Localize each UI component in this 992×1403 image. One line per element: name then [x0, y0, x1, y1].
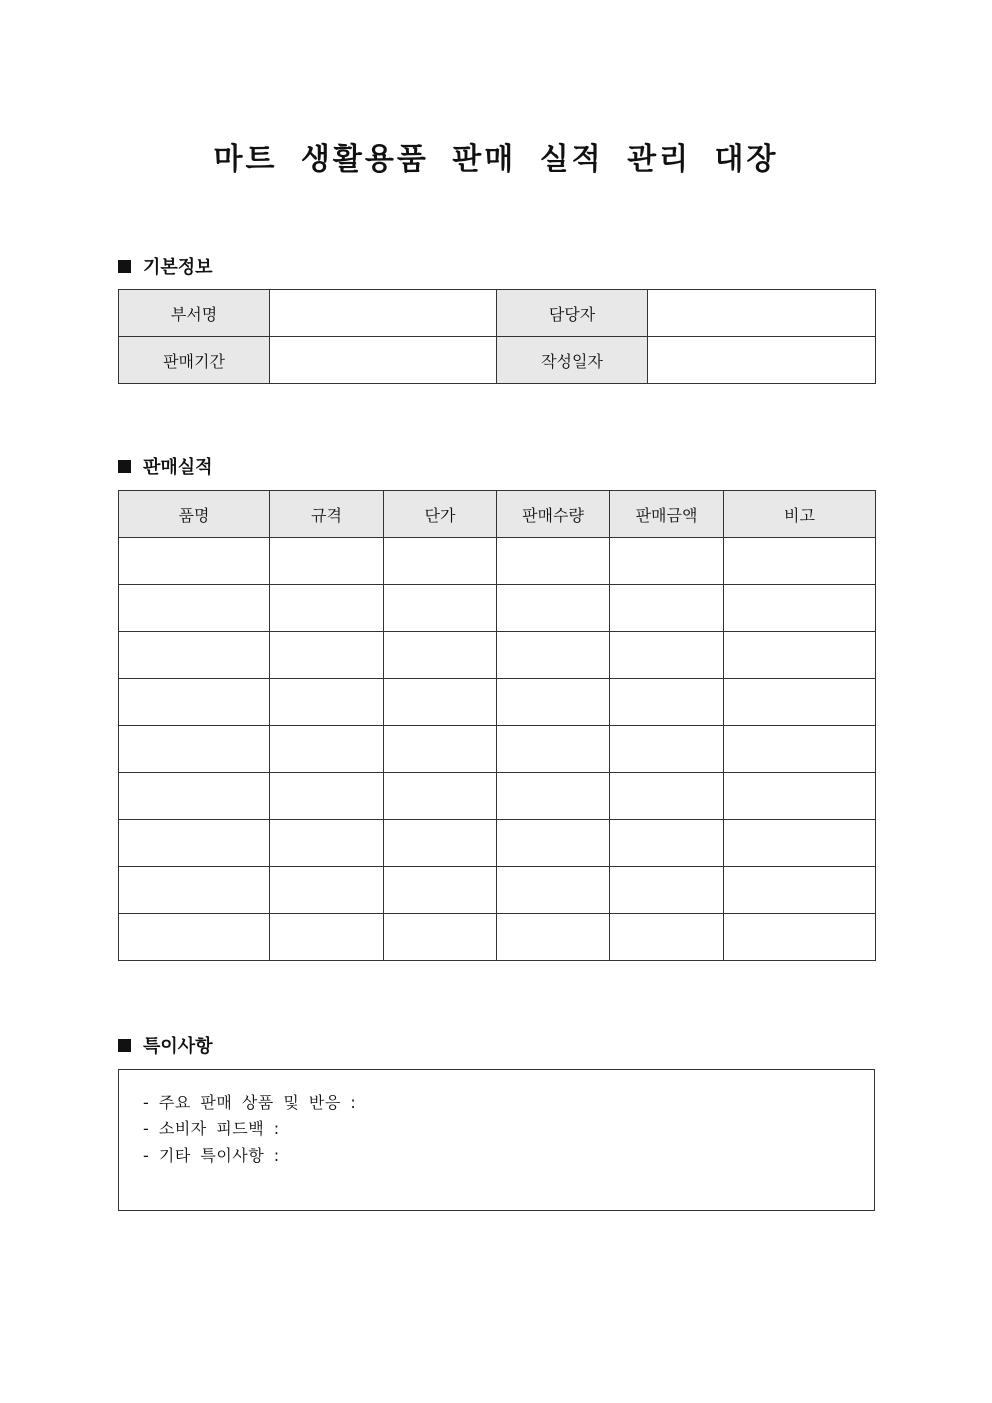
date-written-field[interactable] — [648, 337, 876, 384]
table-row — [119, 679, 876, 726]
cell-amount[interactable] — [610, 632, 724, 679]
cell-amount[interactable] — [610, 679, 724, 726]
cell-item-name[interactable] — [119, 820, 270, 867]
cell-item-name[interactable] — [119, 773, 270, 820]
header-remarks: 비고 — [724, 491, 876, 538]
note-line-other-remarks: - 기타 특이사항 : — [143, 1146, 280, 1165]
section-heading-basic-info — [118, 253, 213, 279]
note-line-main-products: - 주요 판매 상품 및 반응 : — [143, 1093, 357, 1112]
sales-period-field[interactable] — [270, 337, 497, 384]
cell-spec[interactable] — [270, 914, 384, 961]
cell-unit-price[interactable] — [384, 632, 497, 679]
table-row — [119, 867, 876, 914]
cell-amount[interactable] — [610, 726, 724, 773]
table-row — [119, 290, 876, 337]
manager-field[interactable] — [648, 290, 876, 337]
manager-label: 담당자 — [497, 290, 648, 337]
header-quantity: 판매수량 — [497, 491, 610, 538]
basic-info-table — [118, 289, 876, 384]
cell-quantity[interactable] — [497, 726, 610, 773]
sales-results-table — [118, 490, 876, 961]
table-row — [119, 585, 876, 632]
cell-remarks[interactable] — [724, 867, 876, 914]
cell-quantity[interactable] — [497, 773, 610, 820]
table-row — [119, 914, 876, 961]
square-bullet-icon — [118, 260, 131, 273]
cell-spec[interactable] — [270, 679, 384, 726]
cell-quantity[interactable] — [497, 632, 610, 679]
table-row — [119, 337, 876, 384]
cell-unit-price[interactable] — [384, 585, 497, 632]
cell-unit-price[interactable] — [384, 867, 497, 914]
sales-period-label: 판매기간 — [119, 337, 270, 384]
cell-unit-price[interactable] — [384, 820, 497, 867]
cell-unit-price[interactable] — [384, 773, 497, 820]
section-heading-notes — [118, 1032, 213, 1058]
cell-amount[interactable] — [610, 585, 724, 632]
cell-remarks[interactable] — [724, 914, 876, 961]
cell-item-name[interactable] — [119, 679, 270, 726]
table-row — [119, 820, 876, 867]
cell-item-name[interactable] — [119, 632, 270, 679]
cell-remarks[interactable] — [724, 679, 876, 726]
cell-amount[interactable] — [610, 538, 724, 585]
cell-unit-price[interactable] — [384, 914, 497, 961]
cell-quantity[interactable] — [497, 585, 610, 632]
cell-spec[interactable] — [270, 632, 384, 679]
note-line-consumer-feedback: - 소비자 피드백 : — [143, 1119, 280, 1138]
sales-table-body — [119, 538, 876, 961]
cell-amount[interactable] — [610, 867, 724, 914]
cell-remarks[interactable] — [724, 726, 876, 773]
cell-remarks[interactable] — [724, 773, 876, 820]
department-label: 부서명 — [119, 290, 270, 337]
header-unit-price: 단가 — [384, 491, 497, 538]
cell-unit-price[interactable] — [384, 679, 497, 726]
square-bullet-icon — [118, 460, 131, 473]
cell-spec[interactable] — [270, 538, 384, 585]
cell-spec[interactable] — [270, 820, 384, 867]
date-written-label: 작성일자 — [497, 337, 648, 384]
cell-quantity[interactable] — [497, 538, 610, 585]
cell-unit-price[interactable] — [384, 538, 497, 585]
cell-spec[interactable] — [270, 585, 384, 632]
cell-amount[interactable] — [610, 820, 724, 867]
cell-amount[interactable] — [610, 773, 724, 820]
cell-item-name[interactable] — [119, 914, 270, 961]
cell-spec[interactable] — [270, 773, 384, 820]
cell-remarks[interactable] — [724, 585, 876, 632]
cell-quantity[interactable] — [497, 820, 610, 867]
table-row — [119, 632, 876, 679]
cell-item-name[interactable] — [119, 538, 270, 585]
cell-unit-price[interactable] — [384, 726, 497, 773]
section-heading-label: 특이사항 — [143, 1036, 213, 1057]
cell-quantity[interactable] — [497, 914, 610, 961]
cell-item-name[interactable] — [119, 726, 270, 773]
table-header-row — [119, 491, 876, 538]
table-row — [119, 538, 876, 585]
cell-item-name[interactable] — [119, 867, 270, 914]
header-amount: 판매금액 — [610, 491, 724, 538]
header-spec: 규격 — [270, 491, 384, 538]
section-heading-label: 기본정보 — [143, 257, 213, 278]
page-title: 마트 생활용품 판매 실적 관리 대장 — [213, 142, 779, 177]
table-row — [119, 726, 876, 773]
cell-spec[interactable] — [270, 867, 384, 914]
section-heading-sales-results — [118, 453, 213, 479]
header-item-name: 품명 — [119, 491, 270, 538]
cell-quantity[interactable] — [497, 867, 610, 914]
cell-amount[interactable] — [610, 914, 724, 961]
cell-remarks[interactable] — [724, 538, 876, 585]
square-bullet-icon — [118, 1039, 131, 1052]
notes-box[interactable] — [118, 1069, 875, 1211]
cell-spec[interactable] — [270, 726, 384, 773]
section-heading-label: 판매실적 — [143, 457, 213, 478]
cell-remarks[interactable] — [724, 632, 876, 679]
table-row — [119, 773, 876, 820]
cell-quantity[interactable] — [497, 679, 610, 726]
cell-item-name[interactable] — [119, 585, 270, 632]
cell-remarks[interactable] — [724, 820, 876, 867]
department-field[interactable] — [270, 290, 497, 337]
